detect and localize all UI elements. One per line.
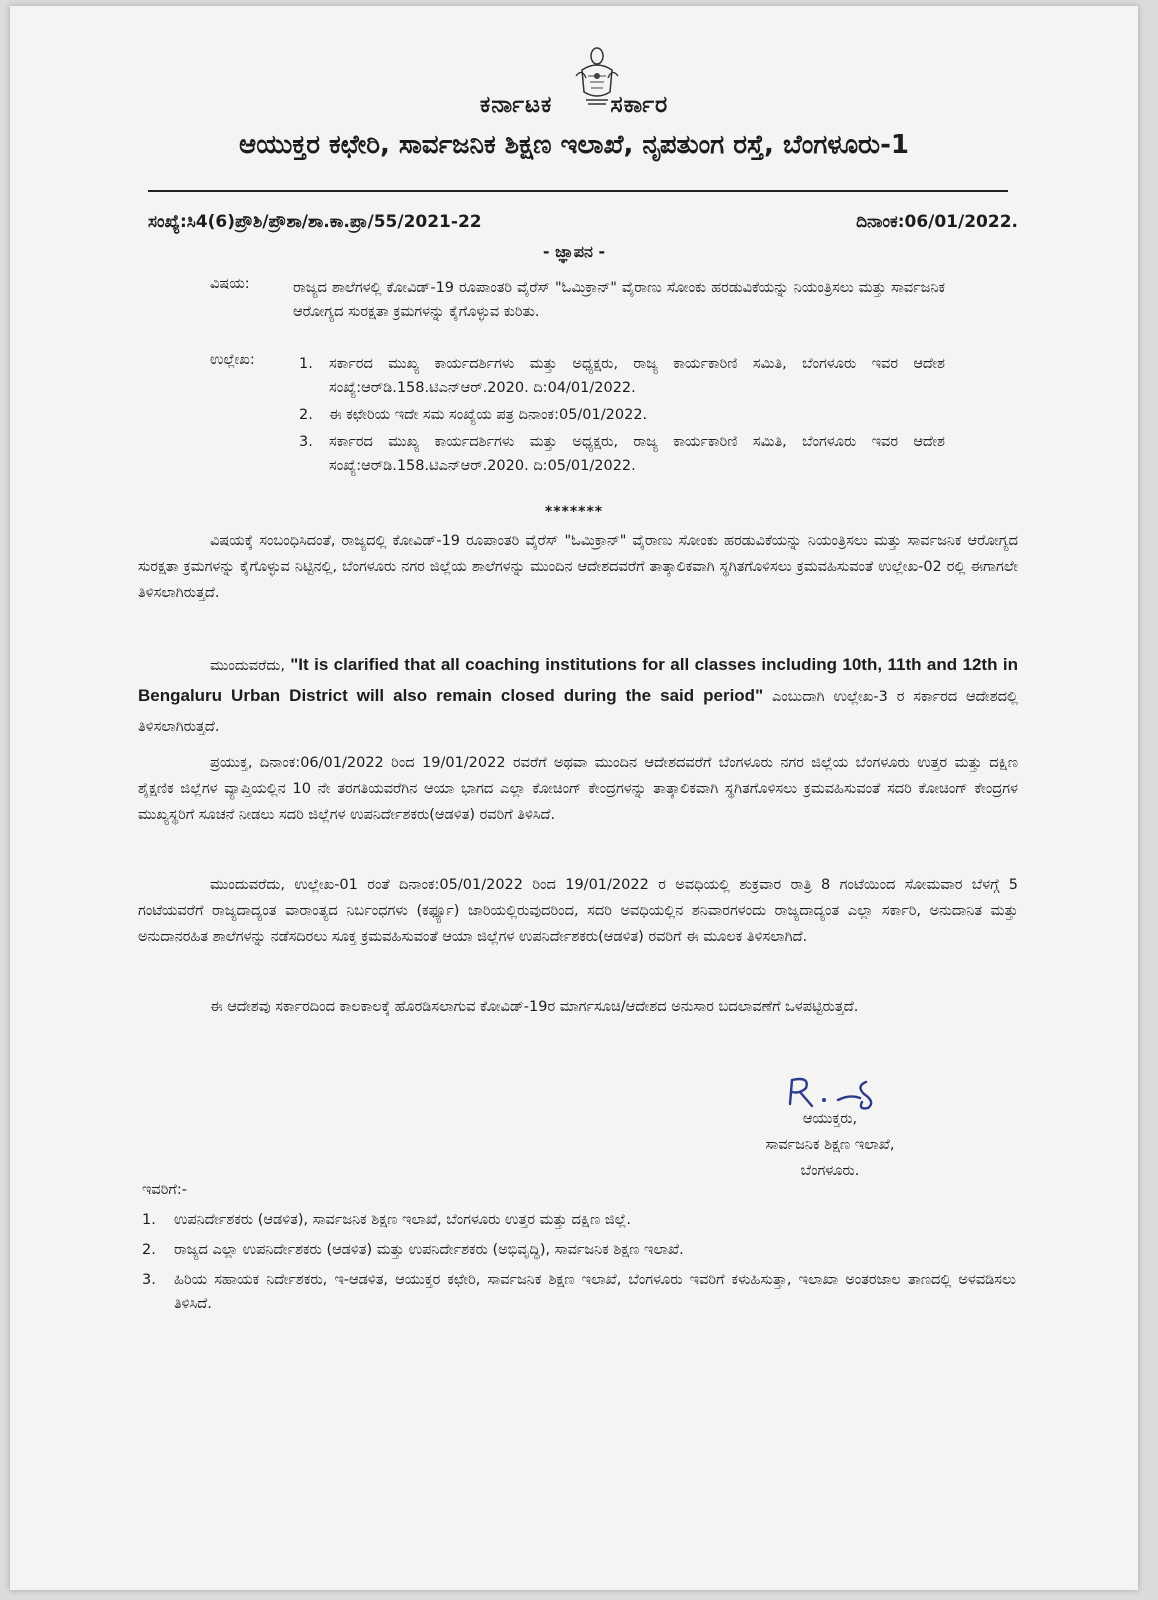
memorandum-heading: - ಜ್ಞಾಪನ -	[542, 242, 606, 261]
reference-number: 2.	[299, 407, 313, 423]
signatory-title: ಆಯುಕ್ತರು,	[802, 1111, 858, 1127]
paragraph-2-tail: ಎಂಬುದಾಗಿ ಉಲ್ಲೇಖ-3 ರ ಸರ್ಕಾರದ ಆದೇಶದಲ್ಲಿ ತಿಳಿಸಲಾಗಿರುತ್ತದೆ.	[138, 689, 1018, 735]
recipients-list	[142, 1208, 1016, 1322]
recipient-number: 1.	[142, 1212, 156, 1228]
recipient-number: 2.	[142, 1242, 156, 1258]
order-number: ಸಂಖ್ಯೆ:ಸಿ4(6)ಪ್ರೌಶಿ/ಪ್ರೌಶಾ/ಶಾ.ಕಾ.ಪ್ರಾ/55/2021-22	[148, 212, 482, 232]
paragraph-2-lead: ಮುಂದುವರೆದು,	[210, 658, 285, 674]
paragraph-1: ವಿಷಯಕ್ಕೆ ಸಂಬಂಧಿಸಿದಂತೆ, ರಾಜ್ಯದಲ್ಲಿ ಕೋವಿಡ್-19 ರೂಪಾಂತರಿ ವೈರೆಸ್ "ಓಮಿಕ್ರಾನ್" ವೈರಾಣು ಸೋಂಕು ಹರಡುವಿಕೆಯನ್ನು ನಿಯಂತ್ರಿಸಲು ಮತ್ತು ಸಾರ್ವಜನಿಕ ಆರೋಗ್ಯದ ಸುರಕ್ಷತಾ ಕ್ರಮಗಳನ್ನು ಕೈಗೊಳ್ಳುವ ನಿಟ್ಟಿನಲ್ಲಿ, ಬೆಂಗಳೂರು ನಗರ ಜಿಲ್ಲೆಯ ಶಾಲೆಗಳನ್ನು ಮುಂದಿನ ಆದೇಶದವರೆಗೆ ತಾತ್ಕಾಲಿಕವಾಗಿ ಸ್ಥಗಿತಗೊಳಿಸಲು ಕ್ರಮವಹಿಸುವಂತೆ ಉಲ್ಲೇಖ-02 ರಲ್ಲಿ ಈಗಾಗಲೇ ತಿಳಿಸಲಾಗಿರುತ್ತದೆ.	[138, 533, 1018, 601]
subject-label: ವಿಷಯ:	[210, 276, 250, 292]
document-page	[10, 6, 1138, 1590]
paragraph-2-quote: "It is clarified that all coaching institutions for all classes including 10th, 11th and 12th in Bengaluru Urban District will also remain closed during the said period"	[138, 655, 1018, 705]
government-word: ಸರ್ಕಾರ	[610, 92, 669, 118]
state-government-title	[10, 92, 1138, 118]
reference-text: ಸರ್ಕಾರದ ಮುಖ್ಯ ಕಾರ್ಯದರ್ಶಿಗಳು ಮತ್ತು ಅಧ್ಯಕ್ಷರು, ರಾಜ್ಯ ಕಾರ್ಯಕಾರಿಣಿ ಸಮಿತಿ, ಬೆಂಗಳೂರು ಇವರ ಆದೇಶ ಸಂಖ್ಯೆ:ಆರ್‌ಡಿ.158.ಟಿಎನ್‌ಆರ್.2020. ದಿ:05/01/2022.	[329, 434, 945, 474]
reference-item	[293, 430, 945, 478]
subject-text: ರಾಜ್ಯದ ಶಾಲೆಗಳಲ್ಲಿ ಕೋವಿಡ್-19 ರೂಪಾಂತರಿ ವೈರೆಸ್ "ಓಮಿಕ್ರಾನ್" ವೈರಾಣು ಸೋಂಕು ಹರಡುವಿಕೆಯನ್ನು ನಿಯಂತ್ರಿಸಲು ಮತ್ತು ಸಾರ್ವಜನಿಕ ಆರೋಗ್ಯದ ಸುರಕ್ಷತಾ ಕ್ರಮಗಳನ್ನು ಕೈಗೊಳ್ಳುವ ಕುರಿತು.	[293, 280, 945, 320]
paragraph-2	[138, 650, 1018, 742]
office-address-title: ಆಯುಕ್ತರ ಕಛೇರಿ, ಸಾರ್ವಜನಿಕ ಶಿಕ್ಷಣ ಇಲಾಖೆ, ನೃಪತುಂಗ ರಸ್ತೆ, ಬೆಂಗಳೂರು-1	[239, 130, 909, 160]
recipient-item	[142, 1238, 1016, 1262]
section-separator: *******	[544, 504, 604, 520]
header-divider	[148, 190, 1008, 192]
references-label: ಉಲ್ಲೇಖ:	[210, 352, 255, 368]
paragraph-4: ಮುಂದುವರೆದು, ಉಲ್ಲೇಖ-01 ರಂತೆ ದಿನಾಂಕ:05/01/2022 ರಿಂದ 19/01/2022 ರ ಅವಧಿಯಲ್ಲಿ ಶುಕ್ರವಾರ ರಾತ್ರಿ 8 ಗಂಟೆಯಿಂದ ಸೋಮವಾರ ಬೆಳಗ್ಗೆ 5 ಗಂಟೆಯವರೆಗೆ ರಾಜ್ಯದಾದ್ಯಂತ ವಾರಾಂತ್ಯದ ನಿರ್ಬಂಧಗಳು (ಕರ್ಫ್ಯೂ) ಜಾರಿಯಲ್ಲಿರುವುದರಿಂದ, ಸದರಿ ಅವಧಿಯಲ್ಲಿನ ಶನಿವಾರಗಳಂದು ರಾಜ್ಯದಾದ್ಯಂತ ಎಲ್ಲಾ ಸರ್ಕಾರಿ, ಅನುದಾನಿತ ಮತ್ತು ಅನುದಾನರಹಿತ ಶಾಲೆಗಳನ್ನು ನಡೆಸದಿರಲು ಸೂಕ್ತ ಕ್ರಮವಹಿಸುವಂತೆ ಆಯಾ ಜಿಲ್ಲೆಗಳ ಉಪನಿರ್ದೇಶಕರು(ಆಡಳಿತ) ರವರಿಗೆ ಈ ಮೂಲಕ ತಿಳಿಸಲಾಗಿದೆ.	[138, 877, 1018, 945]
paragraph-5: ಈ ಆದೇಶವು ಸರ್ಕಾರದಿಂದ ಕಾಲಕಾಲಕ್ಕೆ ಹೊರಡಿಸಲಾಗುವ ಕೋವಿಡ್-19ರ ಮಾರ್ಗಸೂಚಿ/ಆದೇಶದ ಅನುಸಾರ ಬದಲಾವಣೆಗೆ ಒಳಪಟ್ಟಿರುತ್ತದೆ.	[210, 999, 859, 1015]
signatory-department: ಸಾರ್ವಜನಿಕ ಶಿಕ್ಷಣ ಇಲಾಖೆ,	[765, 1137, 895, 1153]
signatory-place: ಬೆಂಗಳೂರು.	[800, 1163, 860, 1179]
recipient-item	[142, 1268, 1016, 1316]
recipient-text: ಉಪನಿರ್ದೇಶಕರು (ಆಡಳಿತ), ಸಾರ್ವಜನಿಕ ಶಿಕ್ಷಣ ಇಲಾಖೆ, ಬೆಂಗಳೂರು ಉತ್ತರ ಮತ್ತು ದಕ್ಷಿಣ ಜಿಲ್ಲೆ.	[174, 1212, 631, 1228]
recipient-text: ಹಿರಿಯ ಸಹಾಯಕ ನಿರ್ದೇಶಕರು, ಇ-ಆಡಳಿತ, ಆಯುಕ್ತರ ಕಛೇರಿ, ಸಾರ್ವಜನಿಕ ಶಿಕ್ಷಣ ಇಲಾಖೆ, ಬೆಂಗಳೂರು ಇವರಿಗೆ ಕಳುಹಿಸುತ್ತಾ, ಇಲಾಖಾ ಅಂತರಜಾಲ ತಾಣದಲ್ಲಿ ಅಳವಡಿಸಲು ತಿಳಿಸಿದೆ.	[174, 1272, 1016, 1312]
reference-text: ಸರ್ಕಾರದ ಮುಖ್ಯ ಕಾರ್ಯದರ್ಶಿಗಳು ಮತ್ತು ಅಧ್ಯಕ್ಷರು, ರಾಜ್ಯ ಕಾರ್ಯಕಾರಿಣಿ ಸಮಿತಿ, ಬೆಂಗಳೂರು ಇವರ ಆದೇಶ ಸಂಖ್ಯೆ:ಆರ್‌ಡಿ.158.ಟಿಎನ್‌ಆರ್.2020. ದಿ:04/01/2022.	[329, 356, 945, 396]
reference-number: 3.	[299, 434, 313, 450]
recipient-item	[142, 1208, 1016, 1232]
state-name: ಕರ್ನಾಟಕ	[479, 92, 553, 118]
references-list	[293, 352, 945, 481]
recipient-text: ರಾಜ್ಯದ ಎಲ್ಲಾ ಉಪನಿರ್ದೇಶಕರು (ಆಡಳಿತ) ಮತ್ತು ಉಪನಿರ್ದೇಶಕರು (ಅಭಿವೃದ್ಧಿ), ಸಾರ್ವಜನಿಕ ಶಿಕ್ಷಣ ಇಲಾಖೆ.	[174, 1242, 684, 1258]
reference-text: ಈ ಕಛೇರಿಯ ಇದೇ ಸಮ ಸಂಖ್ಯೆಯ ಪತ್ರ ದಿನಾಂಕ:05/01/2022.	[329, 407, 648, 423]
order-date: ದಿನಾಂಕ:06/01/2022.	[856, 212, 1018, 232]
signatory-block	[710, 1106, 950, 1184]
reference-number: 1.	[299, 356, 313, 372]
reference-item	[293, 352, 945, 400]
recipients-label: ಇವರಿಗೆ:-	[142, 1182, 187, 1198]
reference-item	[293, 403, 945, 427]
recipient-number: 3.	[142, 1272, 156, 1288]
paragraph-3: ಪ್ರಯುಕ್ತ, ದಿನಾಂಕ:06/01/2022 ರಿಂದ 19/01/2022 ರವರೆಗೆ ಅಥವಾ ಮುಂದಿನ ಆದೇಶದವರೆಗೆ ಬೆಂಗಳೂರು ನಗರ ಜಿಲ್ಲೆಯ ಬೆಂಗಳೂರು ಉತ್ತರ ಮತ್ತು ದಕ್ಷಿಣ ಶೈಕ್ಷಣಿಕ ಜಿಲ್ಲೆಗಳ ವ್ಯಾಪ್ತಿಯಲ್ಲಿನ 10 ನೇ ತರಗತಿಯವರೆಗಿನ ಆಯಾ ಭಾಗದ ಎಲ್ಲಾ ಕೋಚಿಂಗ್ ಕೇಂದ್ರಗಳನ್ನು ತಾತ್ಕಾಲಿಕವಾಗಿ ಸ್ಥಗಿತಗೊಳಿಸಲು ಕ್ರಮವಹಿಸುವಂತೆ ಸದರಿ ಕೋಚಿಂಗ್ ಕೇಂದ್ರಗಳ ಮುಖ್ಯಸ್ಥರಿಗೆ ಸೂಚನೆ ನೀಡಲು ಸದರಿ ಜಿಲ್ಲೆಗಳ ಉಪನಿರ್ದೇಶಕರು(ಆಡಳಿತ) ರವರಿಗೆ ತಿಳಿಸಿದೆ.	[138, 755, 1018, 823]
